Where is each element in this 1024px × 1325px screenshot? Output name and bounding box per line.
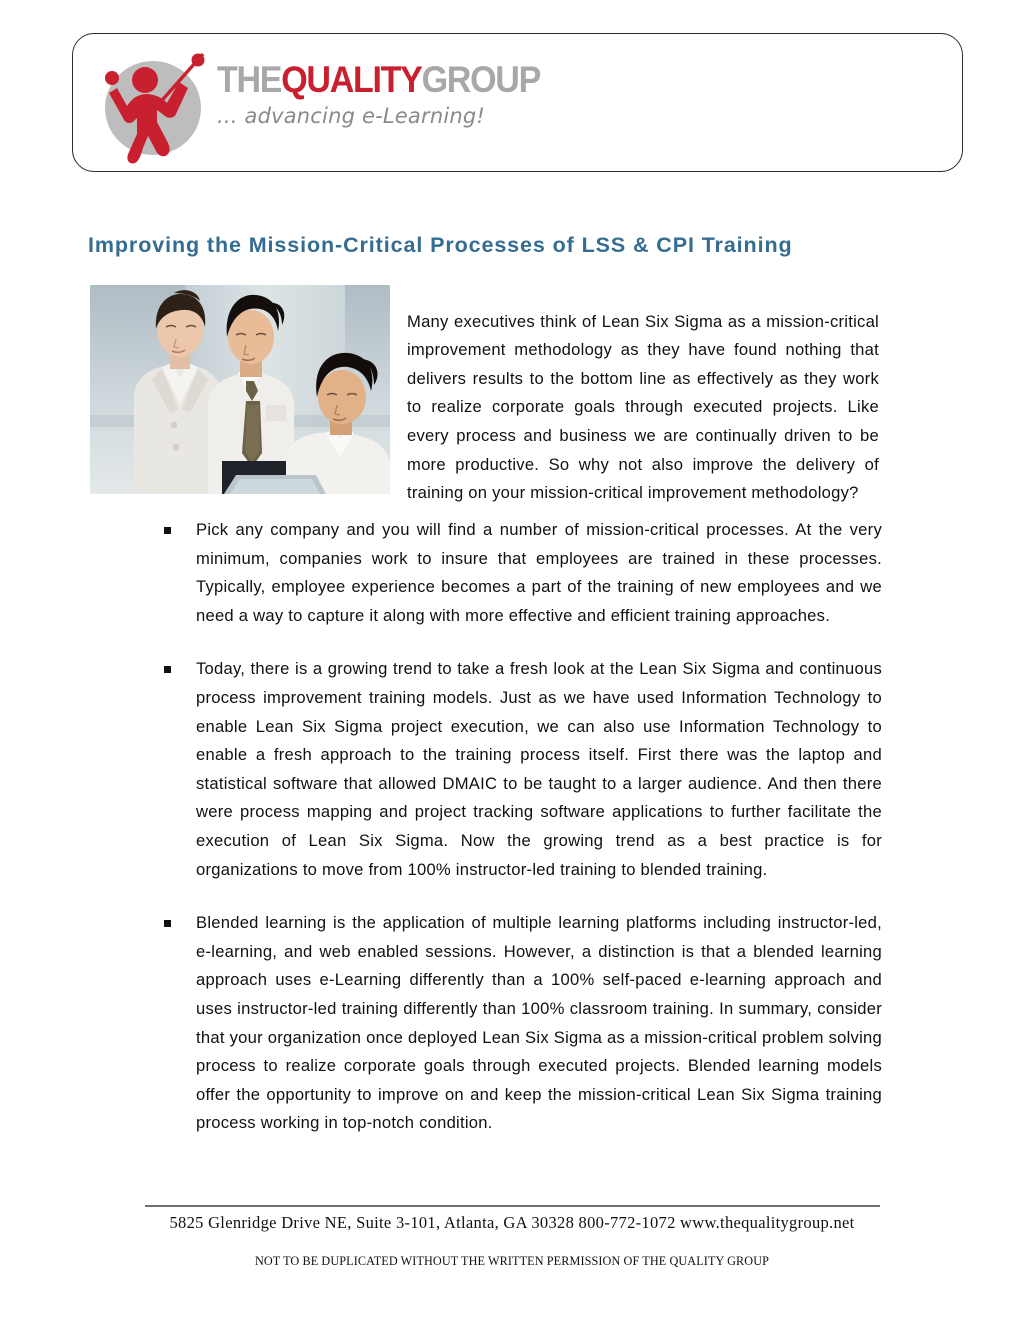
page-title: Improving the Mission-Critical Processes of LSS & CPI Training [88, 233, 793, 258]
footer-divider [145, 1205, 880, 1207]
logo-word-group: GROUP [421, 59, 541, 100]
list-item [160, 516, 882, 630]
running-figure-logo-icon [95, 48, 215, 166]
intro-paragraph: Many executives think of Lean Six Sigma as a mission-critical improvement methodology as they have found nothing that delivers results to the bottom line as effectively as they work to realize corporate goals through executed projects. Like every process and business we are continually driven to be more productive. So why not also improve the delivery of training on your mission-critical improvement methodology? [407, 311, 879, 503]
logo-wordmark [217, 59, 541, 100]
logo-tagline: ... advancing e-Learning! [217, 104, 486, 128]
logo-text-block [217, 60, 557, 128]
company-logo[interactable] [95, 40, 565, 168]
list-item [160, 909, 882, 1138]
logo-word-the: THE [217, 59, 282, 100]
list-item [160, 655, 882, 884]
header-logo-box [72, 33, 963, 172]
square-bullet-icon [164, 527, 171, 534]
bullet-list [160, 516, 882, 1138]
team-photo [90, 285, 390, 494]
page-footer [0, 1205, 1024, 1269]
footer-copyright-notice: NOT TO BE DUPLICATED WITHOUT THE WRITTEN PERMISSION OF THE QUALITY GROUP [254, 1254, 770, 1268]
square-bullet-icon [164, 666, 171, 673]
list-item-text: Pick any company and you will find a number of mission-critical processes. At the very minimum, companies work to insure that employees are trained in these processes. Typically, employee experience becomes a part of the training of new employees and we need a way to capture it along with more effective and efficient training approaches. [196, 520, 882, 625]
list-item-text: Blended learning is the application of multiple learning platforms including instructor-led, e-learning, and web enabled sessions. However, a distinction is that a blended learning approach uses e-Learning differently than a 100% self-paced e-learning approach and uses instructor-led training differently than 100% classroom training. In summary, consider that your organization once deployed Lean Six Sigma as a mission-critical problem solving process to realize corporate goals through executed projects. Blended learning models offer the opportunity to improve on and keep the mission-critical Lean Six Sigma training process working in top-notch condition. [196, 913, 882, 1133]
footer-address: 5825 Glenridge Drive NE, Suite 3-101, Atlanta, GA 30328 800-772-1072 www.thequalitygroup.net [169, 1213, 855, 1232]
list-item-text: Today, there is a growing trend to take a fresh look at the Lean Six Sigma and continuous process improvement training models. Just as we have used Information Technology to enable Lean Six Sigma project execution, we can also use Information Technology to enable a fresh approach to the training process itself. First there was the laptop and statistical software that allowed DMAIC to be taught to a larger audience. And then there were process mapping and project tracking software applications to further facilitate the execution of Lean Six Sigma. Now the growing trend as a best practice is for organizations to move from 100% instructor-led training to blended training. [196, 659, 882, 879]
logo-word-quality: QUALITY [281, 59, 422, 100]
square-bullet-icon [164, 920, 171, 927]
